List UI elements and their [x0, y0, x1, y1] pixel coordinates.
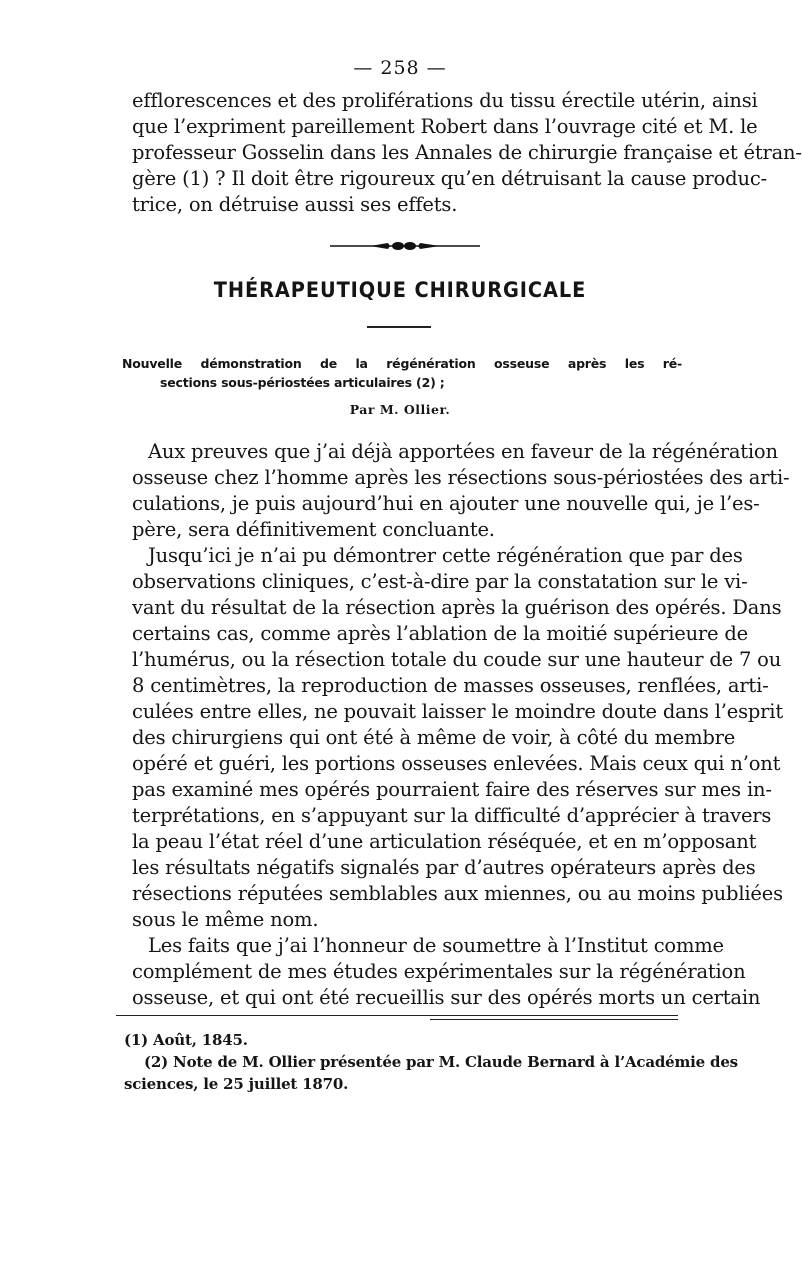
text-line: terprétations, en s’appuyant sur la difficulté d’apprécier à travers: [132, 804, 772, 827]
text-line: osseuse, et qui ont été recueillis sur des opérés morts un certain: [132, 986, 761, 1009]
text-line: efflorescences et des proliférations du tissu érectile utérin, ainsi: [132, 89, 758, 112]
text-line: des chirurgiens qui ont été à même de voir, à côté du membre: [132, 726, 736, 749]
text-line: opéré et guéri, les portions osseuses enlevées. Mais ceux qui n’ont: [132, 752, 781, 775]
text-line: sous le même nom.: [132, 908, 319, 931]
text-line: osseuse chez l’homme après les résections sous-périostées des arti-: [132, 466, 790, 489]
text-line: certains cas, comme après l’ablation de la moitié supérieure de: [132, 622, 749, 645]
footnote-rule: [430, 1019, 678, 1020]
text-line: Aux preuves que j’ai déjà apportées en faveur de la régénération: [148, 440, 778, 463]
footnote-line: (1) Août, 1845.: [124, 1031, 248, 1049]
text-line: les résultats négatifs signalés par d’autres opérateurs après des: [132, 856, 756, 879]
text-line: pas examiné mes opérés pourraient faire des réserves sur mes in-: [132, 778, 772, 801]
footnote-line: sciences, le 25 juillet 1870.: [124, 1075, 349, 1093]
text-line: 8 centimètres, la reproduction de masses osseuses, renflées, arti-: [132, 674, 769, 697]
text-line: que l’expriment pareillement Robert dans l’ouvrage cité et M. le: [132, 115, 758, 138]
text-line: observations cliniques, c’est-à-dire par la constatation sur le vi-: [132, 570, 748, 593]
text-line: résections réputées semblables aux miennes, ou au moins publiées: [132, 882, 783, 905]
body-text: [132, 439, 790, 1011]
footnotes: [124, 1029, 738, 1095]
text-line: professeur Gosselin dans les Annales de chirurgie française et étran-: [132, 141, 802, 164]
text-line: la peau l’état réel d’une articulation réséquée, et en m’opposant: [132, 830, 757, 853]
text-line: trice, on détruise aussi ses effets.: [132, 193, 458, 216]
text-line: Jusqu’ici je n’ai pu démontrer cette régénération que par des: [148, 544, 743, 567]
text-line: culées entre elles, ne pouvait laisser le moindre doute dans l’esprit: [132, 700, 783, 723]
article-title-line: Nouvelle démonstration de la régénération osseuse après les ré-: [122, 356, 682, 371]
footnote-rule: [116, 1015, 678, 1016]
text-line: l’humérus, ou la résection totale du coude sur une hauteur de 7 ou: [132, 648, 782, 671]
article-title: [122, 354, 682, 392]
ornament-divider: [330, 240, 480, 252]
text-line: culations, je puis aujourd’hui en ajouter une nouvelle qui, je l’es-: [132, 492, 760, 515]
section-title: THÉRAPEUTIQUE CHIRURGICALE: [213, 278, 587, 302]
author-line: Par M. Ollier.: [349, 402, 451, 417]
text-line: complément de mes études expérimentales sur la régénération: [132, 960, 746, 983]
text-line: vant du résultat de la résection après la guérison des opérés. Dans: [132, 596, 782, 619]
article-title-line: sections sous-périostées articulaires (2) ;: [160, 375, 445, 390]
intro-paragraph: [132, 88, 802, 218]
text-line: gère (1) ? Il doit être rigoureux qu’en détruisant la cause produc-: [132, 167, 767, 190]
page-number: — 258 —: [353, 57, 447, 79]
title-rule: [367, 326, 431, 328]
text-line: Les faits que j’ai l’honneur de soumettre à l’Institut comme: [148, 934, 724, 957]
text-line: père, sera définitivement concluante.: [132, 518, 495, 541]
footnote-line: (2) Note de M. Ollier présentée par M. Claude Bernard à l’Académie des: [144, 1053, 738, 1071]
